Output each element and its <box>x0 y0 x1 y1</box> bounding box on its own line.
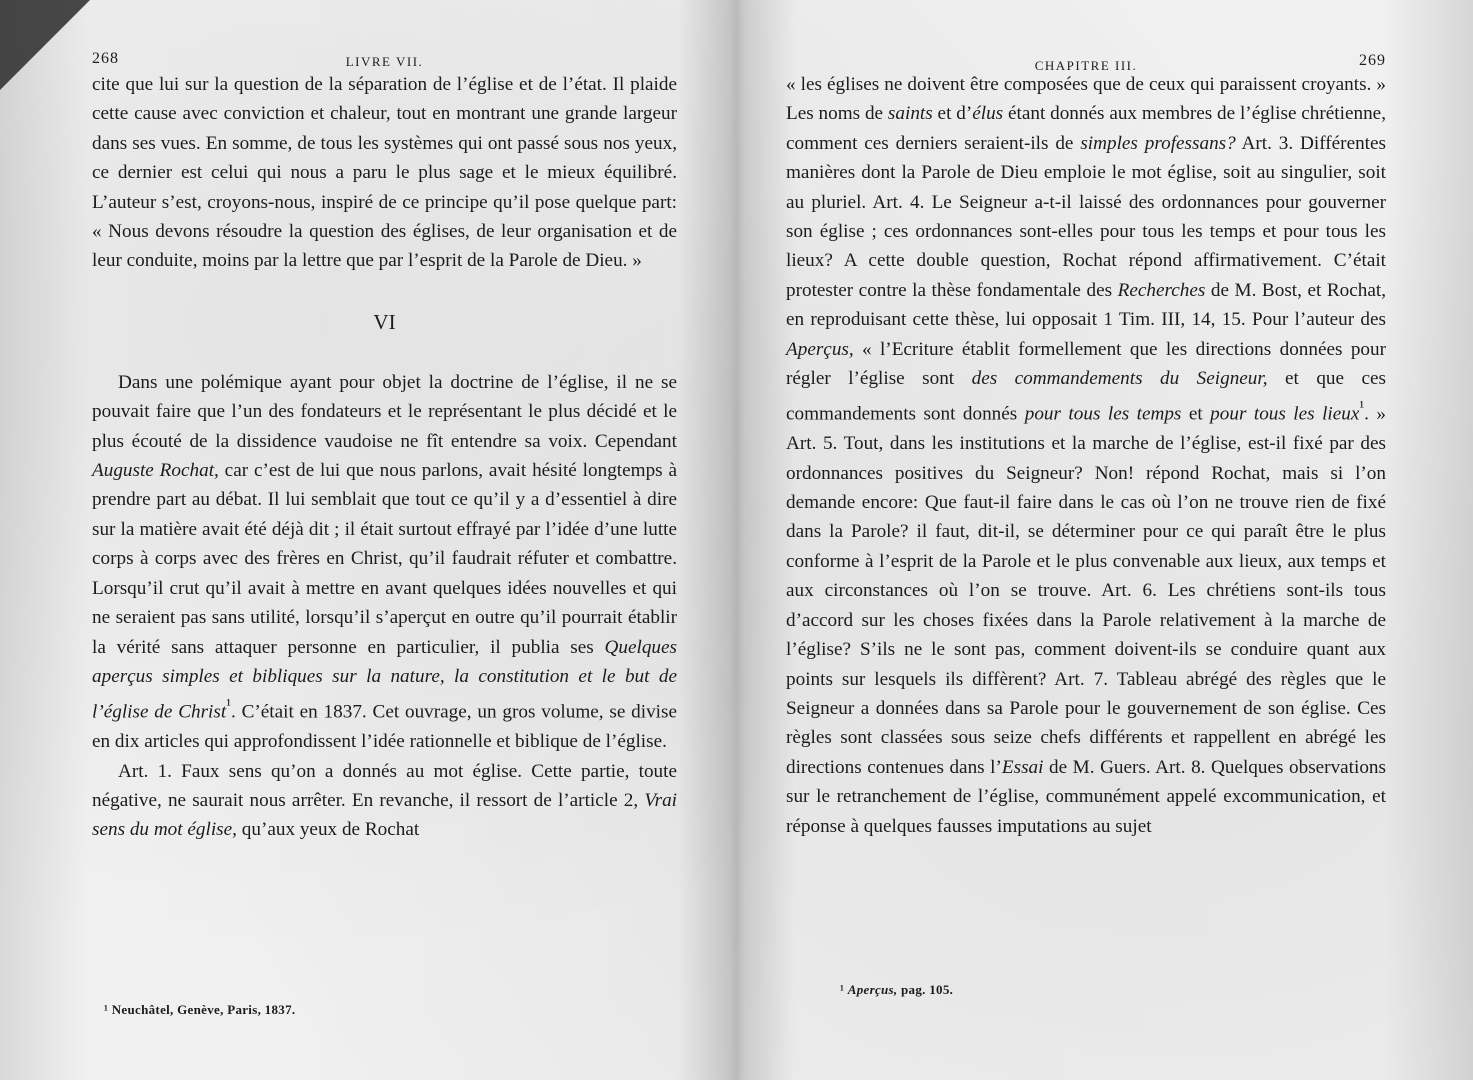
left-paragraph-top: cite que lui sur la question de la séparation de l’église et de l’état. Il plaide cette cause avec conviction et chaleur, tout en montrant une grande largeur dans ses vues. En somme, de tous les systèmes qui ont passé sous nos yeux, ce dernier est celui qui nous a paru le plus sage et le mieux équilibré. L’auteur s’est, croyons-nous, inspiré de ce principe qu’il pose quelque part: « Nous devons résoudre la question des églises, de leur organisation et de leur conduite, moins par la lettre que par l’esprit de la Parole de Dieu. » <box>92 74 677 272</box>
text-seg-3: étant donnés aux membres de l’église chrétienne, comment ces derniers seraient-ils de <box>786 103 1386 154</box>
right-running-title: CHAPITRE III. <box>1034 58 1138 73</box>
left-running-head <box>92 40 677 70</box>
italic-tous-temps: pour tous les temps <box>1024 403 1182 425</box>
footnote-marker: ¹ <box>1359 399 1365 417</box>
para-2-text-a: Dans une polémique ayant pour objet la doctrine de l’église, il ne se pouvait faire que l’un des fondateurs et le représentant le plus décidé et le plus écouté de la dissidence vaudoise ne fît entendre sa voix. Cependant <box>92 371 677 452</box>
italic-professans: simples professans? <box>1080 132 1236 154</box>
italic-commandements: des commandements du Seigneur, <box>971 368 1268 390</box>
author-name-italic: Auguste Rochat, <box>92 460 219 482</box>
italic-elus: élus <box>972 103 1004 125</box>
para-2-text-c: . C’était en 1837. Cet ouvrage, un gros volume, se divise en dix articles qui approfondissent l’idée rationnelle et biblique de l’église. <box>92 701 678 753</box>
left-paragraph-3 <box>92 757 677 845</box>
para-2-text-b: car c’est de lui que nous parlons, avait hésité longtemps à prendre part au débat. Il lui semblait que tout ce qu’il y a d’essentiel à dire sur la matière avait été déjà dit ; il était surtout effrayé par l’idée d’une lutte corps à corps avec des frères en Christ, qu’il faudrait réfuter et combattre. Lorsqu’il crut qu’il avait à mettre en avant quelques idées nouvelles et qui ne seraient pas sans utilité, lorsqu’il s’aperçut en outre qu’il pourrait établir la vérité sans attaquer personne en particulier, il publia ses <box>92 460 677 658</box>
italic-recherches: Recherches <box>1117 279 1206 301</box>
footnote-rest: pag. 105. <box>897 982 954 997</box>
italic-tous-lieux: pour tous les lieux <box>1210 403 1360 425</box>
footnote-mark: ¹ <box>840 982 848 997</box>
para-3-italic: Vrai sens du mot église, <box>92 789 677 841</box>
left-running-title: LIVRE VII. <box>345 54 424 69</box>
text-seg-5: de M. Bost, et Rochat, en reproduisant cette thèse, lui opposait 1 Tim. III, 14, 15. Pour l’auteur des <box>786 279 1386 331</box>
italic-apercus: Aperçus, <box>786 338 854 360</box>
footnote-marker: ¹ <box>226 697 231 715</box>
italic-saints: saints <box>887 103 933 125</box>
text-seg-2: et d’ <box>932 103 973 125</box>
para-3-text-a: Art. 1. Faux sens qu’on a donnés au mot église. Cette partie, toute négative, ne saurait nous arrêter. En revanche, il ressort de l’article 2, <box>92 760 677 811</box>
para-3-text-b: qu’aux yeux de Rochat <box>236 819 420 841</box>
text-seg-8: et <box>1181 403 1211 425</box>
text-seg-6: « l’Ecriture établit formellement que les directions données pour régler l’église sont <box>786 338 1386 390</box>
text-seg-1: « les églises ne doivent être composées que de ceux qui paraissent croyants. » Les noms de <box>786 74 1386 125</box>
section-number: VI <box>373 309 396 334</box>
right-page <box>786 40 1386 997</box>
left-body-text <box>92 70 677 845</box>
right-running-head <box>786 40 1386 73</box>
footnote-italic: Aperçus, <box>847 982 898 997</box>
left-paragraph-2 <box>92 368 677 757</box>
scan-corner-shadow <box>0 0 90 90</box>
right-body-text <box>786 70 1386 841</box>
left-page-number: 268 <box>92 50 119 67</box>
left-page <box>92 40 678 1017</box>
text-seg-4: Art. 3. Différentes manières dont la Parole de Dieu emploie le mot église, soit au singulier, soit au pluriel. Art. 4. Le Seigneur a-t-il laissé des ordonnances pour gouverner son église ; ces ordonnances sont-elles pour tous les temps et pour tous les lieux? A cette double question, Rochat répond affirmativement. C’était protester contre la thèse fondamentale des <box>786 132 1386 301</box>
left-footnote: ¹ Neuchâtel, Genève, Paris, 1837. <box>104 1002 296 1017</box>
text-seg-9: . » Art. 5. Tout, dans les institutions et la marche de l’église, est-il fixé par des ordonnances positives du Seigneur? Non! répond Rochat, mais si l’on demande encore: Que faut-il faire dans le cas où l’on ne trouve rien de fixé dans la Parole? il faut, dit-il, se déterminer pour ce qui paraît être le plus conforme à l’esprit de la Parole et le plus convenable aux lieux, aux temps et aux circonstances où l’on se trouve. Art. 6. Les chrétiens sont-ils tous d’accord sur les choses fixées dans la Parole relativement à la marche de l’église? S’ils ne le sont pas, comment doivent-ils se conduire quant aux points sur lesquels ils diffèrent? Art. 7. Tableau abrégé des règles que le Seigneur a données dans sa Parole pour le gouvernement de son église. Ces règles sont classées sous seize chefs différents et rappellent en abrégé les directions contenues dans l’ <box>786 403 1386 778</box>
right-paragraph <box>786 70 1386 841</box>
right-page-number: 269 <box>1359 52 1386 69</box>
right-footnote <box>840 982 953 998</box>
text-seg-7: et que ces commandements sont donnés <box>786 368 1386 425</box>
italic-essai: Essai <box>1001 756 1044 778</box>
book-title-italic: Quelques aperçus simples et bibliques sur la nature, la constitution et le but de l’église de Christ <box>92 636 677 723</box>
text-seg-10: de M. Guers. Art. 8. Quelques observations sur le retranchement de l’église, communément appelé excommunication, et réponse à quelques fausses imputations au sujet <box>786 756 1386 837</box>
